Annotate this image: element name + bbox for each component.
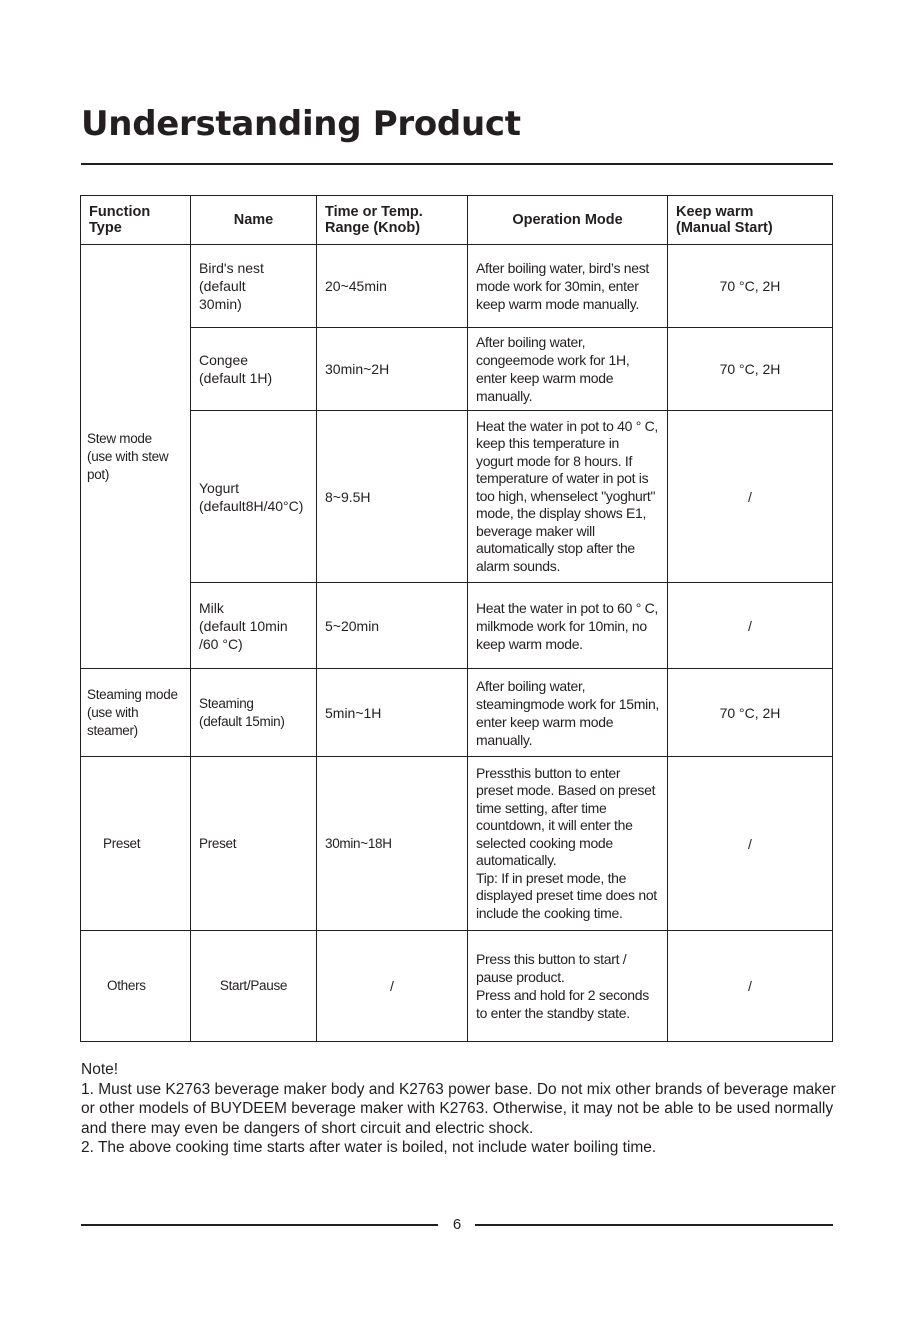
row-range: 5min~1H — [317, 669, 468, 757]
row-operation: Heat the water in pot to 60 ° C, milkmode work for 10min, no keep warm mode. — [468, 583, 668, 669]
row-name: Bird's nest (default 30min) — [191, 245, 317, 328]
page-title: Understanding Product — [81, 104, 521, 144]
header-time-range: Time or Temp. Range (Knob) — [317, 196, 468, 245]
table-row — [81, 669, 833, 757]
table-row — [81, 583, 833, 669]
row-name: Milk (default 10min /60 °C) — [191, 583, 317, 669]
table-row — [81, 411, 833, 583]
row-keep-warm: / — [668, 757, 833, 931]
row-operation: After boiling water, steamingmode work for 15min, enter keep warm mode manually. — [468, 669, 668, 757]
row-operation: Heat the water in pot to 40 ° C, keep this temperature in yogurt mode for 8 hours. If temperature of water in pot is too high, whenselect "yoghurt" mode, the display shows E1, beverage maker will automatically stop after the alarm sounds. — [468, 411, 668, 583]
row-range: 8~9.5H — [317, 411, 468, 583]
title-divider — [81, 163, 833, 165]
row-keep-warm: / — [668, 411, 833, 583]
row-name: Congee (default 1H) — [191, 328, 317, 411]
row-keep-warm: 70 °C, 2H — [668, 669, 833, 757]
header-keep-warm: Keep warm (Manual Start) — [668, 196, 833, 245]
table-row — [81, 757, 833, 931]
header-name: Name — [191, 196, 317, 245]
row-range: / — [317, 931, 468, 1042]
row-name: Yogurt (default8H/40°C) — [191, 411, 317, 583]
row-keep-warm: / — [668, 931, 833, 1042]
note-item: 2. The above cooking time starts after water is boiled, not include water boiling time. — [81, 1139, 657, 1156]
function-table — [80, 195, 833, 1042]
row-operation: Pressthis button to enter preset mode. Based on preset time setting, after time countdown, it will enter the selected cooking mode automatically. Tip: If in preset mode, the displayed preset time does not include the cooking time. — [468, 757, 668, 931]
page-number: 6 — [452, 1216, 462, 1233]
footer-rule-left — [81, 1224, 438, 1226]
group-preset: Preset — [81, 757, 191, 931]
group-steaming-mode: Steaming mode (use with steamer) — [81, 669, 191, 757]
header-operation-mode: Operation Mode — [468, 196, 668, 245]
table-row — [81, 328, 833, 411]
group-others: Others — [81, 931, 191, 1042]
note-item: 1. Must use K2763 beverage maker body and K2763 power base. Do not mix other brands of beverage maker or other models of BUYDEEM beverage maker with K2763. Otherwise, it may not be able to be used normally and there may even be dangers of short circuit and electric shock. — [81, 1080, 836, 1137]
row-operation: After boiling water, bird’s nest mode work for 30min, enter keep warm mode manually. — [468, 245, 668, 328]
group-stew-mode: Stew mode (use with stew pot) — [81, 245, 191, 669]
notes-heading: Note! — [81, 1061, 119, 1078]
row-range: 5~20min — [317, 583, 468, 669]
row-range: 20~45min — [317, 245, 468, 328]
row-keep-warm: / — [668, 583, 833, 669]
row-name: Steaming (default 15min) — [191, 669, 317, 757]
notes-section — [81, 1060, 846, 1158]
row-operation: Press this button to start / pause product. Press and hold for 2 seconds to enter the standby state. — [468, 931, 668, 1042]
header-function-type: Function Type — [81, 196, 191, 245]
table-row — [81, 931, 833, 1042]
row-name: Start/Pause — [191, 931, 317, 1042]
row-name: Preset — [191, 757, 317, 931]
row-range: 30min~2H — [317, 328, 468, 411]
row-keep-warm: 70 °C, 2H — [668, 245, 833, 328]
footer-rule-right — [475, 1224, 833, 1226]
row-range: 30min~18H — [317, 757, 468, 931]
table-header-row — [81, 196, 833, 245]
row-keep-warm: 70 °C, 2H — [668, 328, 833, 411]
row-operation: After boiling water, congeemode work for 1H, enter keep warm mode manually. — [468, 328, 668, 411]
table-row — [81, 245, 833, 328]
